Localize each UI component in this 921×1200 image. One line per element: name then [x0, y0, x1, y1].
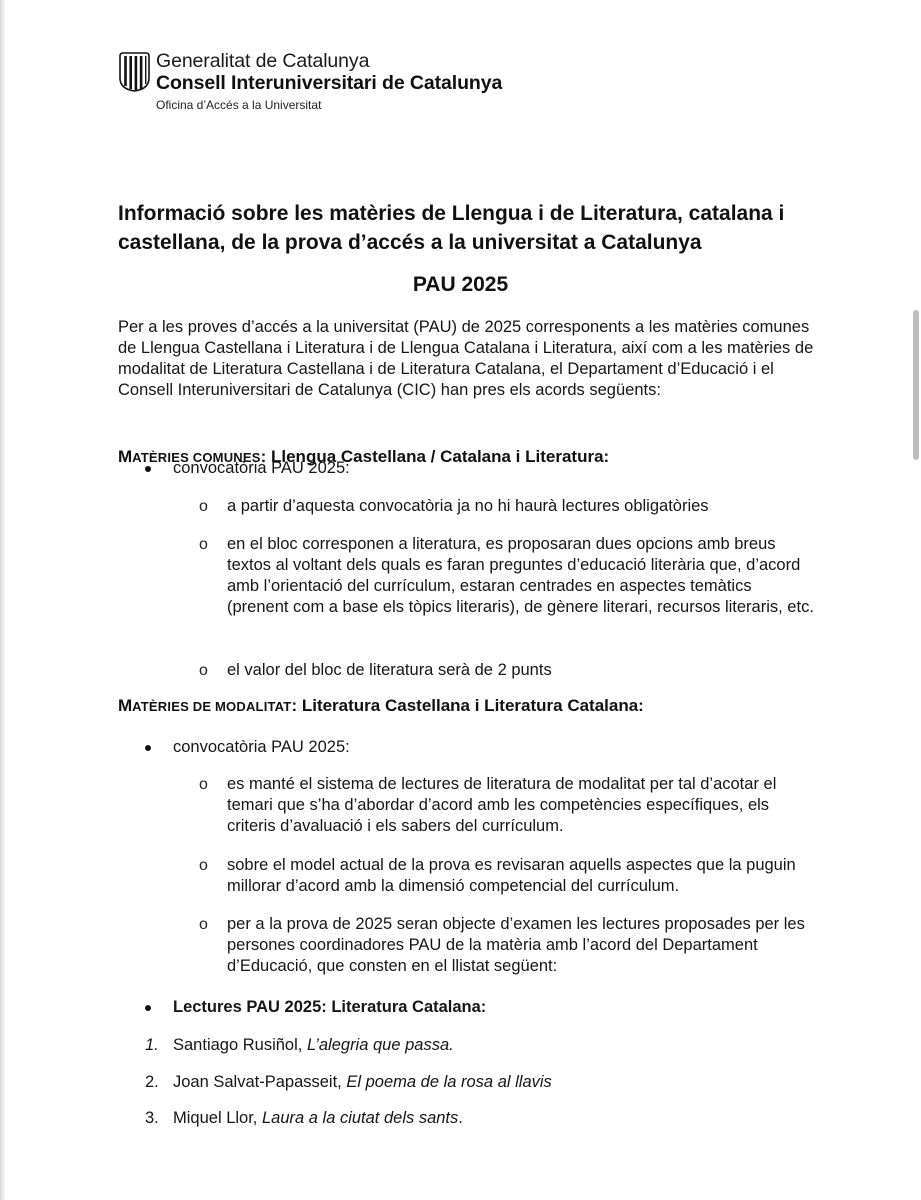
sub-list-text: a partir d’aquesta convocatòria ja no hi haurà lectures obligatòries [227, 497, 709, 515]
bullet-icon [145, 1005, 151, 1011]
reading-text [173, 1035, 454, 1056]
page-edge-shadow [0, 0, 6, 1200]
bullet-text: convocatòria PAU 2025: [173, 738, 350, 756]
heading-rest: : Literatura Castellana i Literatura Catalana: [291, 696, 644, 715]
reading-work: Laura a la ciutat dels sants [261, 1109, 459, 1127]
document-title: Informació sobre les matèries de Llengua i de Literatura, catalana i castellana, de la prova d’accés a la universitat a Catalunya [118, 202, 785, 254]
circle-bullet-icon: o [199, 776, 208, 793]
generalitat-four-bars-shield-icon [118, 52, 151, 92]
document-subtitle: PAU 2025 [412, 273, 509, 296]
sub-list-text: per a la prova de 2025 seran objecte d’examen les lectures proposades per les persones coordinadores PAU de la matèria amb l’acord del Departament d’Educació, que consten en el llistat següent: [227, 915, 805, 975]
council-name: Consell Interuniversitari de Catalunya [156, 72, 503, 94]
readings-heading-text: Lectures PAU 2025: Literatura Catalana: [173, 998, 487, 1016]
government-name: Generalitat de Catalunya [156, 50, 370, 72]
office-name: Oficina d’Accés a la Universitat [156, 98, 322, 112]
circle-bullet-icon: o [199, 857, 208, 874]
readings-heading [145, 997, 825, 1018]
circle-bullet-icon: o [199, 916, 208, 933]
circle-bullet-icon: o [199, 498, 208, 515]
sub-list-text: sobre el model actual de la prova es revisaran aquells aspectes que la puguin millorar d’acord amb la dimensió competencial del currículum. [227, 856, 796, 895]
circle-bullet-icon: o [199, 662, 208, 679]
reading-item [145, 1035, 825, 1056]
intro-paragraph: Per a les proves d’accés a la universitat (PAU) de 2025 corresponents a les matèries comunes de Llengua Castellana i Literatura i de Llengua Catalana i Literatura, així com a les matèries de modalitat de Literatura Castellana i de Literatura Catalana, el Departament d’Educació i el Consell Interuniversitari de Catalunya (CIC) han pres els acords següents: [118, 318, 814, 399]
reading-number: 2. [145, 1073, 159, 1091]
heading-initial: M [118, 447, 133, 466]
heading-smallcaps: ATÈRIES COMUNES [132, 450, 261, 465]
reading-item [145, 1108, 825, 1129]
sub-list-text: el valor del bloc de literatura serà de 2 punts [227, 661, 552, 679]
circle-bullet-icon: o [199, 536, 208, 553]
reading-text [173, 1108, 463, 1129]
bullet-text: convocatòria PAU 2025: [173, 459, 350, 477]
reading-number: 1. [145, 1036, 159, 1054]
heading-smallcaps: ATÈRIES DE MODALITAT [132, 699, 292, 714]
bullet-icon [145, 745, 151, 751]
reading-item [145, 1072, 825, 1093]
heading-rest: : Llengua Castellana / Catalana i Literatura: [260, 447, 610, 466]
sub-list-text: en el bloc corresponen a literatura, es proposaran dues opcions amb breus textos al voltant dels quals es faran preguntes d’educació literària que, d’acord amb l’orientació del currículum, estaran centrades en aspectes temàtics (prenent com a base els tòpics literaris), de gènere literari, recursos literaris, etc. [227, 535, 814, 616]
reading-author: Santiago Rusiñol, [173, 1036, 303, 1054]
reading-text [173, 1072, 552, 1093]
reading-author: Miquel Llor, [173, 1109, 258, 1127]
vertical-scrollbar[interactable] [913, 310, 919, 460]
bullet-item [145, 458, 825, 479]
bullet-icon [145, 466, 151, 472]
sub-list-text: es manté el sistema de lectures de literatura de modalitat per tal d’acotar el temari que s’ha d’abordar d’acord amb les competències específiques, els criteris d’avaluació i els sabers del currículum. [227, 775, 777, 835]
section-heading-modality [118, 695, 818, 718]
letterhead-text [156, 50, 502, 113]
heading-initial: M [118, 696, 133, 715]
reading-trailing-period: . [458, 1109, 463, 1127]
reading-number: 3. [145, 1109, 159, 1127]
reading-work: El poema de la rosa al llavis [346, 1073, 552, 1091]
reading-author: Joan Salvat-Papasseit, [173, 1073, 342, 1091]
reading-work: L’alegria que passa. [306, 1036, 454, 1054]
bullet-item [145, 737, 825, 758]
